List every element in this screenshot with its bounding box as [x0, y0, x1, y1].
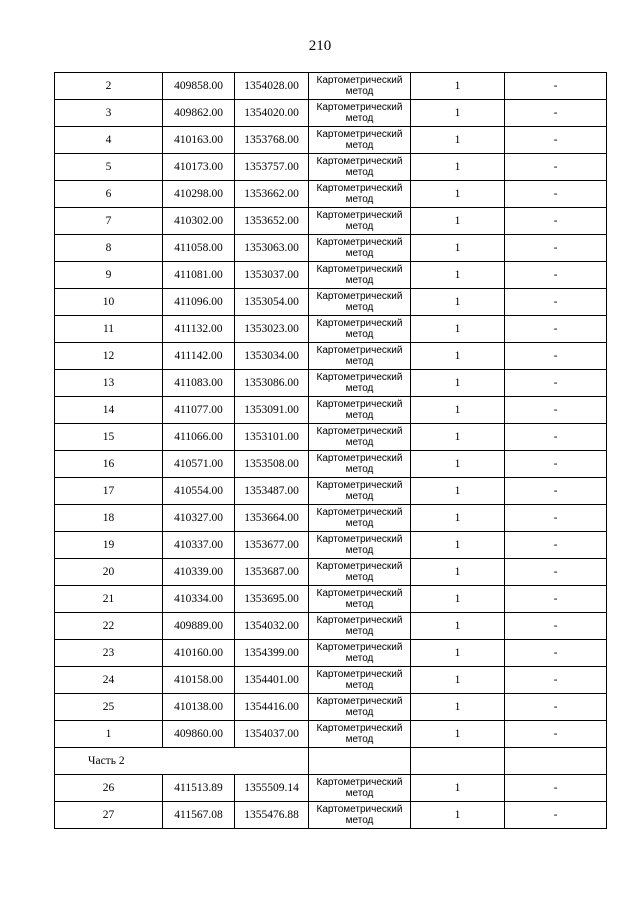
x-coordinate-cell: 409858.00: [163, 73, 235, 100]
table-row: [55, 397, 607, 424]
note-cell: -: [505, 208, 607, 235]
point-number-cell: 9: [55, 262, 163, 289]
accuracy-cell: 1: [411, 73, 505, 100]
y-coordinate-cell: 1353664.00: [235, 505, 309, 532]
y-coordinate-cell: 1353757.00: [235, 154, 309, 181]
method-line-2: метод: [345, 491, 374, 502]
point-number-cell: 21: [55, 586, 163, 613]
table-row: [55, 181, 607, 208]
method-cell: [309, 478, 411, 505]
table-row: [55, 154, 607, 181]
method-line-2: метод: [345, 356, 374, 367]
point-number-cell: 6: [55, 181, 163, 208]
method-line-1: Картометрический: [316, 507, 403, 518]
point-number-cell: 16: [55, 451, 163, 478]
method-line-2: метод: [345, 626, 374, 637]
method-line-1: Картометрический: [316, 237, 403, 248]
point-number-cell: 17: [55, 478, 163, 505]
x-coordinate-cell: 410298.00: [163, 181, 235, 208]
method-cell: [309, 721, 411, 748]
accuracy-cell: 1: [411, 667, 505, 694]
table-row: [55, 694, 607, 721]
accuracy-cell: 1: [411, 532, 505, 559]
table-row: [55, 775, 607, 802]
note-cell: -: [505, 532, 607, 559]
accuracy-cell: 1: [411, 586, 505, 613]
point-number-cell: 24: [55, 667, 163, 694]
section-label: Часть 2: [55, 748, 309, 775]
method-line-1: Картометрический: [316, 615, 403, 626]
note-cell: -: [505, 316, 607, 343]
accuracy-cell: 1: [411, 775, 505, 802]
method-line-2: метод: [345, 653, 374, 664]
x-coordinate-cell: 410339.00: [163, 559, 235, 586]
point-number-cell: 15: [55, 424, 163, 451]
accuracy-cell: 1: [411, 505, 505, 532]
y-coordinate-cell: 1353652.00: [235, 208, 309, 235]
method-cell: [309, 154, 411, 181]
table-row: [55, 613, 607, 640]
method-cell: [309, 100, 411, 127]
table-row: [55, 289, 607, 316]
note-cell: -: [505, 154, 607, 181]
method-line-2: метод: [345, 437, 374, 448]
x-coordinate-cell: 411083.00: [163, 370, 235, 397]
page-number: 210: [308, 38, 332, 54]
method-cell: [309, 694, 411, 721]
note-cell: -: [505, 100, 607, 127]
note-cell: -: [505, 478, 607, 505]
accuracy-cell: 1: [411, 802, 505, 829]
x-coordinate-cell: 411513.89: [163, 775, 235, 802]
x-coordinate-cell: 410163.00: [163, 127, 235, 154]
method-line-1: Картометрический: [316, 669, 403, 680]
table-row: [55, 73, 607, 100]
table-row: [55, 721, 607, 748]
method-line-1: Картометрический: [316, 210, 403, 221]
accuracy-cell: 1: [411, 559, 505, 586]
y-coordinate-cell: 1353054.00: [235, 289, 309, 316]
point-number-cell: 11: [55, 316, 163, 343]
point-number-cell: 2: [55, 73, 163, 100]
method-line-1: Картометрический: [316, 777, 403, 788]
accuracy-cell: 1: [411, 424, 505, 451]
note-cell: -: [505, 127, 607, 154]
method-line-1: Картометрический: [316, 804, 403, 815]
note-cell: -: [505, 424, 607, 451]
x-coordinate-cell: 411132.00: [163, 316, 235, 343]
x-coordinate-cell: 411081.00: [163, 262, 235, 289]
point-number-cell: 3: [55, 100, 163, 127]
method-line-2: метод: [345, 815, 374, 826]
accuracy-cell: 1: [411, 181, 505, 208]
x-coordinate-cell: 411096.00: [163, 289, 235, 316]
method-line-1: Картометрический: [316, 642, 403, 653]
table-row: [55, 100, 607, 127]
method-line-2: метод: [345, 383, 374, 394]
method-line-2: метод: [345, 194, 374, 205]
table-row: [55, 478, 607, 505]
method-line-2: метод: [345, 329, 374, 340]
section-empty-cell: [309, 748, 411, 775]
method-cell: [309, 316, 411, 343]
method-line-2: метод: [345, 545, 374, 556]
x-coordinate-cell: 410327.00: [163, 505, 235, 532]
note-cell: -: [505, 640, 607, 667]
accuracy-cell: 1: [411, 100, 505, 127]
table-row: [55, 127, 607, 154]
method-line-1: Картометрический: [316, 480, 403, 491]
y-coordinate-cell: 1353063.00: [235, 235, 309, 262]
section-empty-cell: [411, 748, 505, 775]
y-coordinate-cell: 1353037.00: [235, 262, 309, 289]
point-number-cell: 13: [55, 370, 163, 397]
table-row: [55, 667, 607, 694]
note-cell: -: [505, 667, 607, 694]
y-coordinate-cell: 1353768.00: [235, 127, 309, 154]
table-row: [55, 451, 607, 478]
y-coordinate-cell: 1353662.00: [235, 181, 309, 208]
table-row: [55, 235, 607, 262]
accuracy-cell: 1: [411, 154, 505, 181]
y-coordinate-cell: 1353023.00: [235, 316, 309, 343]
note-cell: -: [505, 559, 607, 586]
table-row: [55, 370, 607, 397]
method-line-1: Картометрический: [316, 102, 403, 113]
method-line-1: Картометрический: [316, 426, 403, 437]
method-line-2: метод: [345, 518, 374, 529]
method-line-1: Картометрический: [316, 372, 403, 383]
table-row: [55, 559, 607, 586]
method-line-1: Картометрический: [316, 453, 403, 464]
accuracy-cell: 1: [411, 478, 505, 505]
y-coordinate-cell: 1354416.00: [235, 694, 309, 721]
method-line-1: Картометрический: [316, 156, 403, 167]
coordinates-table: [54, 72, 607, 829]
y-coordinate-cell: 1353086.00: [235, 370, 309, 397]
y-coordinate-cell: 1355509.14: [235, 775, 309, 802]
method-cell: [309, 451, 411, 478]
accuracy-cell: 1: [411, 262, 505, 289]
method-line-1: Картометрический: [316, 561, 403, 572]
accuracy-cell: 1: [411, 289, 505, 316]
accuracy-cell: 1: [411, 127, 505, 154]
table-row: [55, 343, 607, 370]
x-coordinate-cell: 410302.00: [163, 208, 235, 235]
x-coordinate-cell: 410160.00: [163, 640, 235, 667]
method-cell: [309, 802, 411, 829]
method-cell: [309, 424, 411, 451]
table-row: [55, 316, 607, 343]
method-line-2: метод: [345, 302, 374, 313]
method-line-1: Картометрический: [316, 129, 403, 140]
y-coordinate-cell: 1354401.00: [235, 667, 309, 694]
table-section-part-2: [55, 748, 607, 775]
point-number-cell: 19: [55, 532, 163, 559]
table-body-part-2: [55, 775, 607, 829]
note-cell: -: [505, 802, 607, 829]
accuracy-cell: 1: [411, 208, 505, 235]
method-line-1: Картометрический: [316, 318, 403, 329]
method-cell: [309, 370, 411, 397]
point-number-cell: 7: [55, 208, 163, 235]
method-line-1: Картометрический: [316, 264, 403, 275]
x-coordinate-cell: 409860.00: [163, 721, 235, 748]
note-cell: -: [505, 235, 607, 262]
method-line-1: Картометрический: [316, 696, 403, 707]
point-number-cell: 10: [55, 289, 163, 316]
method-cell: [309, 73, 411, 100]
note-cell: -: [505, 73, 607, 100]
method-line-2: метод: [345, 788, 374, 799]
method-line-2: метод: [345, 86, 374, 97]
section-empty-cell: [505, 748, 607, 775]
note-cell: -: [505, 289, 607, 316]
method-line-2: метод: [345, 680, 374, 691]
y-coordinate-cell: 1353677.00: [235, 532, 309, 559]
point-number-cell: 18: [55, 505, 163, 532]
method-cell: [309, 667, 411, 694]
table-row: [55, 505, 607, 532]
method-line-2: метод: [345, 464, 374, 475]
method-line-2: метод: [345, 734, 374, 745]
method-line-1: Картометрический: [316, 723, 403, 734]
note-cell: -: [505, 613, 607, 640]
note-cell: -: [505, 586, 607, 613]
method-line-1: Картометрический: [316, 345, 403, 356]
method-line-2: метод: [345, 275, 374, 286]
x-coordinate-cell: 411058.00: [163, 235, 235, 262]
x-coordinate-cell: 410334.00: [163, 586, 235, 613]
x-coordinate-cell: 410138.00: [163, 694, 235, 721]
y-coordinate-cell: 1354020.00: [235, 100, 309, 127]
method-line-2: метод: [345, 221, 374, 232]
section-row: [55, 748, 607, 775]
x-coordinate-cell: 410571.00: [163, 451, 235, 478]
note-cell: -: [505, 262, 607, 289]
method-cell: [309, 181, 411, 208]
y-coordinate-cell: 1354399.00: [235, 640, 309, 667]
method-line-1: Картометрический: [316, 534, 403, 545]
method-line-2: метод: [345, 113, 374, 124]
y-coordinate-cell: 1354032.00: [235, 613, 309, 640]
method-line-1: Картометрический: [316, 75, 403, 86]
method-line-2: метод: [345, 572, 374, 583]
y-coordinate-cell: 1353091.00: [235, 397, 309, 424]
table-row: [55, 208, 607, 235]
table-row: [55, 802, 607, 829]
method-line-2: метод: [345, 707, 374, 718]
x-coordinate-cell: 409862.00: [163, 100, 235, 127]
method-line-1: Картометрический: [316, 183, 403, 194]
note-cell: -: [505, 721, 607, 748]
y-coordinate-cell: 1353508.00: [235, 451, 309, 478]
point-number-cell: 26: [55, 775, 163, 802]
x-coordinate-cell: 411567.08: [163, 802, 235, 829]
method-cell: [309, 235, 411, 262]
point-number-cell: 1: [55, 721, 163, 748]
note-cell: -: [505, 181, 607, 208]
y-coordinate-cell: 1353687.00: [235, 559, 309, 586]
method-cell: [309, 559, 411, 586]
x-coordinate-cell: 410337.00: [163, 532, 235, 559]
method-line-1: Картометрический: [316, 588, 403, 599]
accuracy-cell: 1: [411, 613, 505, 640]
point-number-cell: 14: [55, 397, 163, 424]
method-cell: [309, 505, 411, 532]
y-coordinate-cell: 1353695.00: [235, 586, 309, 613]
note-cell: -: [505, 370, 607, 397]
accuracy-cell: 1: [411, 316, 505, 343]
method-cell: [309, 208, 411, 235]
table-row: [55, 640, 607, 667]
method-cell: [309, 397, 411, 424]
method-line-2: метод: [345, 248, 374, 259]
point-number-cell: 20: [55, 559, 163, 586]
note-cell: -: [505, 343, 607, 370]
x-coordinate-cell: 411066.00: [163, 424, 235, 451]
point-number-cell: 23: [55, 640, 163, 667]
method-line-2: метод: [345, 167, 374, 178]
table-row: [55, 424, 607, 451]
point-number-cell: 4: [55, 127, 163, 154]
table-row: [55, 532, 607, 559]
method-cell: [309, 613, 411, 640]
y-coordinate-cell: 1353101.00: [235, 424, 309, 451]
x-coordinate-cell: 411077.00: [163, 397, 235, 424]
method-cell: [309, 532, 411, 559]
point-number-cell: 5: [55, 154, 163, 181]
note-cell: -: [505, 451, 607, 478]
method-line-2: метод: [345, 410, 374, 421]
x-coordinate-cell: 409889.00: [163, 613, 235, 640]
x-coordinate-cell: 410554.00: [163, 478, 235, 505]
method-cell: [309, 262, 411, 289]
accuracy-cell: 1: [411, 235, 505, 262]
method-cell: [309, 586, 411, 613]
point-number-cell: 12: [55, 343, 163, 370]
accuracy-cell: 1: [411, 640, 505, 667]
method-line-1: Картометрический: [316, 291, 403, 302]
x-coordinate-cell: 410158.00: [163, 667, 235, 694]
note-cell: -: [505, 397, 607, 424]
method-cell: [309, 343, 411, 370]
accuracy-cell: 1: [411, 370, 505, 397]
table-row: [55, 262, 607, 289]
point-number-cell: 27: [55, 802, 163, 829]
table-body-part-1: [55, 73, 607, 748]
x-coordinate-cell: 410173.00: [163, 154, 235, 181]
accuracy-cell: 1: [411, 343, 505, 370]
point-number-cell: 22: [55, 613, 163, 640]
accuracy-cell: 1: [411, 721, 505, 748]
x-coordinate-cell: 411142.00: [163, 343, 235, 370]
note-cell: -: [505, 505, 607, 532]
method-line-2: метод: [345, 599, 374, 610]
method-line-2: метод: [345, 140, 374, 151]
point-number-cell: 8: [55, 235, 163, 262]
method-line-1: Картометрический: [316, 399, 403, 410]
method-cell: [309, 289, 411, 316]
accuracy-cell: 1: [411, 694, 505, 721]
accuracy-cell: 1: [411, 451, 505, 478]
y-coordinate-cell: 1353034.00: [235, 343, 309, 370]
y-coordinate-cell: 1353487.00: [235, 478, 309, 505]
method-cell: [309, 640, 411, 667]
table-row: [55, 586, 607, 613]
y-coordinate-cell: 1355476.88: [235, 802, 309, 829]
y-coordinate-cell: 1354028.00: [235, 73, 309, 100]
point-number-cell: 25: [55, 694, 163, 721]
y-coordinate-cell: 1354037.00: [235, 721, 309, 748]
note-cell: -: [505, 775, 607, 802]
method-cell: [309, 775, 411, 802]
accuracy-cell: 1: [411, 397, 505, 424]
note-cell: -: [505, 694, 607, 721]
method-cell: [309, 127, 411, 154]
